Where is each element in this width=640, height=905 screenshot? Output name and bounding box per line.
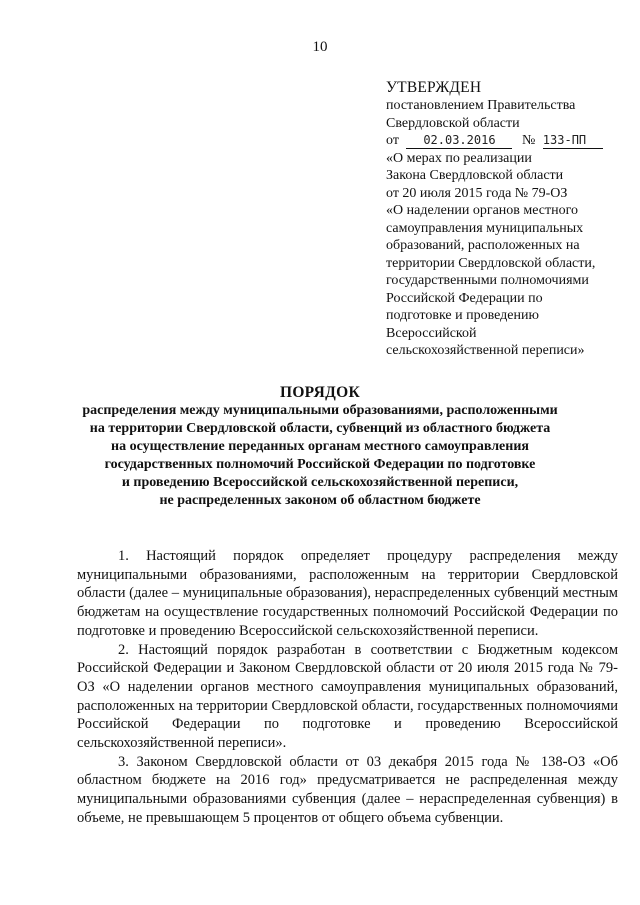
- approval-line: Свердловской области: [386, 115, 520, 131]
- paragraph-3: 3. Законом Свердловской области от 03 декабря 2015 года № 138-ОЗ «Об областном бюджете на 2016 год» предусматривается не распределенная между муниципальными образованиями субвенция (далее – нераспределенная субвенция) в объеме, не превышающем 5 процентов от общего объема субвенции.: [77, 753, 618, 826]
- decree-line: самоуправления муниципальных: [386, 220, 584, 236]
- date-prefix: от: [386, 133, 399, 148]
- decree-line: от 20 июля 2015 года № 79-ОЗ: [386, 185, 568, 201]
- title-subline: распределения между муниципальными образованиями, расположенными: [82, 403, 558, 418]
- title-subline: и проведению Всероссийской сельскохозяйственной переписи,: [121, 475, 519, 490]
- document-title-block: [0, 383, 640, 510]
- number-value: 133-ПП: [542, 133, 587, 147]
- date-field: [406, 133, 512, 149]
- title-subline: на территории Свердловской области, субвенций из областного бюджета: [89, 421, 551, 436]
- title-subline: на осуществление переданных органам местного самоуправления: [111, 439, 529, 454]
- title-subline: государственных полномочий Российской Федерации по подготовке: [104, 457, 536, 472]
- decree-line: территории Свердловской области,: [386, 255, 596, 271]
- approval-heading: УТВЕРЖДЕН: [386, 79, 482, 96]
- number-field: [543, 133, 603, 149]
- decree-line: Закона Свердловской области: [386, 168, 564, 183]
- approval-stamp-block: [386, 78, 636, 360]
- approval-date-line: [386, 132, 636, 150]
- title-subline: не распределенных законом об областном бюджете: [159, 493, 481, 508]
- document-body: [77, 547, 618, 828]
- approval-line: постановлением Правительства: [386, 98, 576, 113]
- decree-line: Российской Федерации по: [386, 290, 543, 306]
- page-number: 10: [312, 39, 328, 55]
- decree-line: подготовке и проведению: [386, 308, 539, 323]
- paragraph-2: 2. Настоящий порядок разработан в соответствии с Бюджетным кодексом Российской Федерации и Законом Свердловской области от 20 июля 2015 года № 79-ОЗ «О наделении органов местного самоуправления муниципальных образований, расположенных на территории Свердловской области, государственных полномочиями Российской Федерации по подготовке и проведению Всероссийской сельскохозяйственной переписи».: [77, 641, 618, 752]
- decree-line: сельскохозяйственной переписи»: [386, 343, 585, 358]
- paragraph-1: 1. Настоящий порядок определяет процедуру распределения между муниципальными образованиями, расположенным на территории Свердловской области (далее – муниципальные образования), нераспределенных субвенций местным бюджетам на осуществление государственных полномочий Российской Федерации по подготовке и проведению Всероссийской сельскохозяйственной переписи.: [77, 548, 618, 639]
- decree-line: Всероссийской: [386, 325, 477, 341]
- decree-line: государственными полномочиями: [386, 273, 589, 288]
- number-sign: №: [521, 133, 536, 148]
- decree-line: образований, расположенных на: [386, 238, 580, 253]
- decree-line: «О мерах по реализации: [386, 150, 532, 166]
- date-value: 02.03.2016: [423, 133, 496, 147]
- document-title: ПОРЯДОК: [279, 384, 361, 401]
- decree-line: «О наделении органов местного: [386, 203, 579, 218]
